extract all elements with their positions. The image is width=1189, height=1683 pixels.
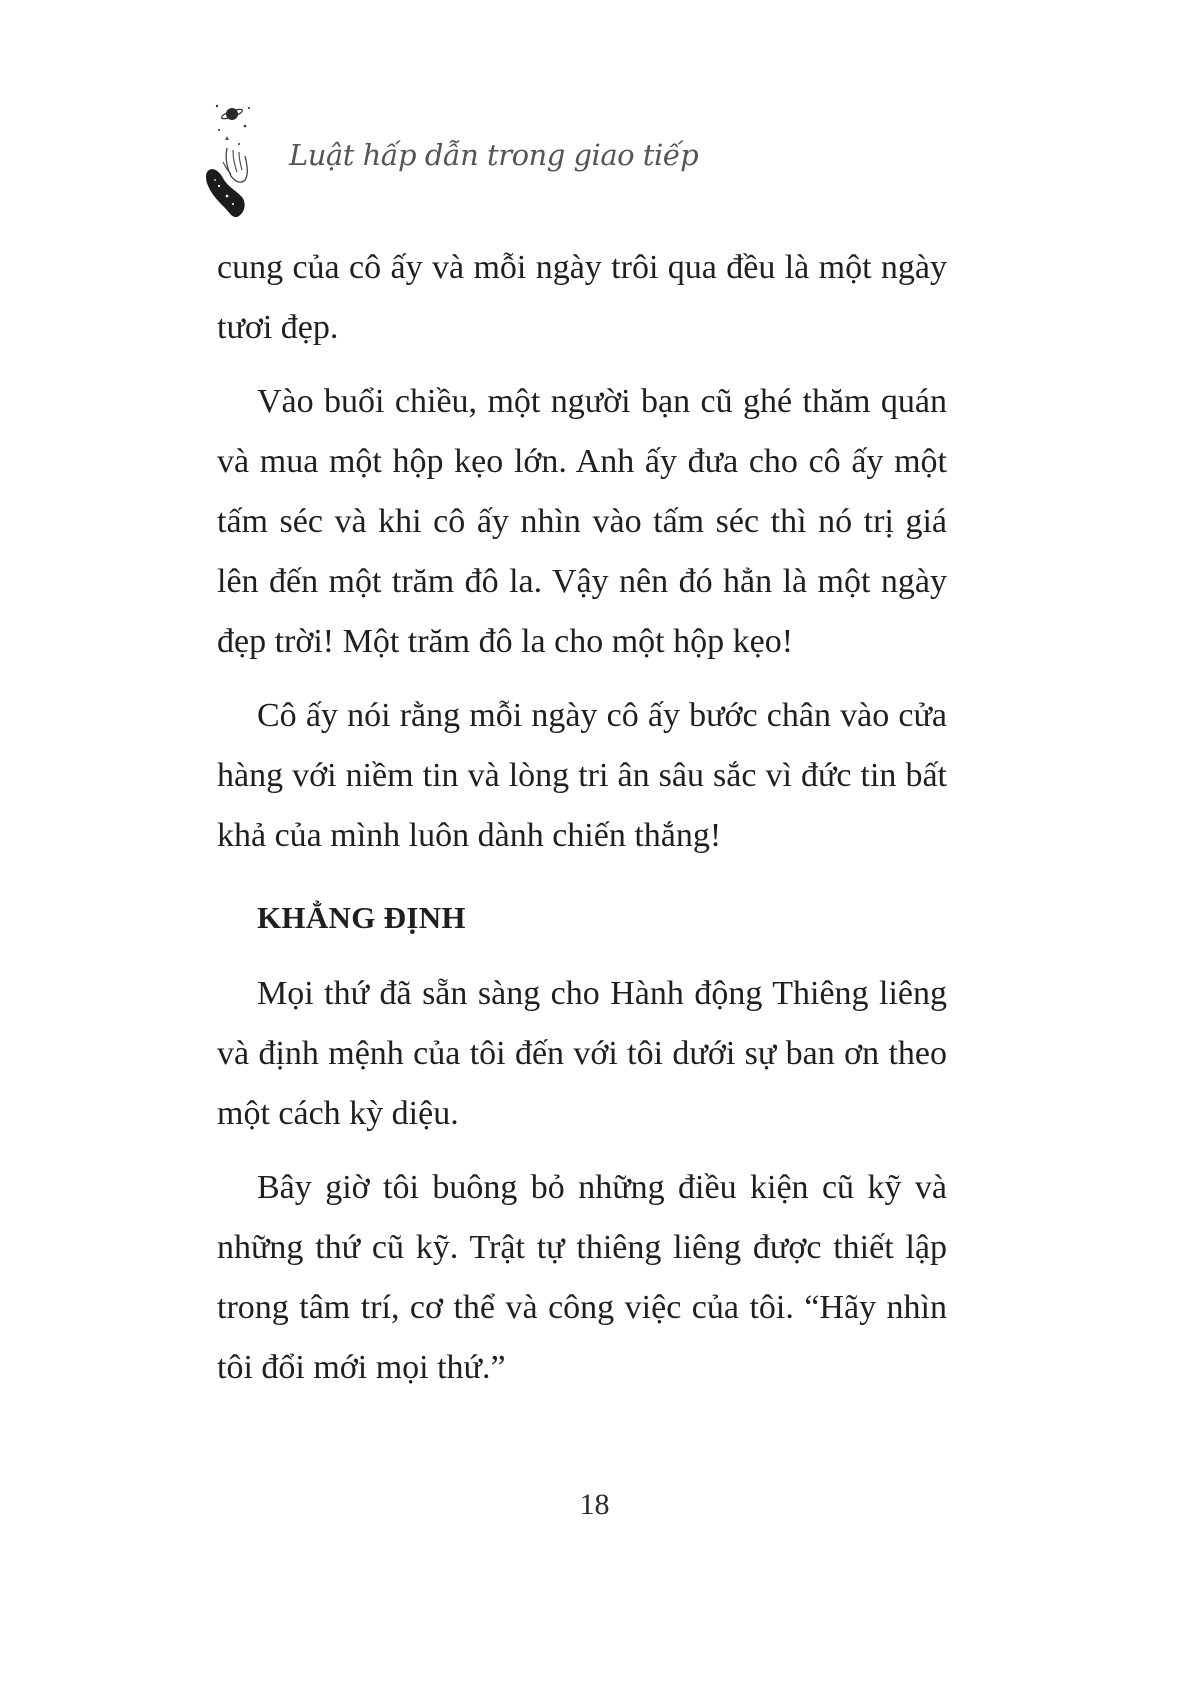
paragraph-faith: Cô ấy nói rằng mỗi ngày cô ấy bước chân vào cửa hàng với niềm tin và lòng tri ân sâu sắc vì đức tin bất khả của mình luôn dành chiến thắng! [217,697,947,854]
affirmation-paragraph-1: Mọi thứ đã sẵn sàng cho Hành động Thiêng liêng và định mệnh của tôi đến với tôi dưới sự ban ơn theo một cách kỳ diệu. [217,975,947,1132]
paragraph-afternoon-friend: Vào buổi chiều, một người bạn cũ ghé thăm quán và mua một hộp kẹo lớn. Anh ấy đưa cho cô ấy một tấm séc và khi cô ấy nhìn vào tấm séc thì nó trị giá lên đến một trăm đô la. Vậy nên đó hẳn là một ngày đẹp trời! Một trăm đô la cho một hộp kẹo! [217,383,947,660]
section-heading: KHẲNG ĐỊNH [257,900,466,935]
page-number: 18 [579,1488,610,1521]
body-text [217,238,947,1398]
paragraph-continuation: cung của cô ấy và mỗi ngày trôi qua đều là một ngày tươi đẹp. [217,249,947,346]
celestial-hand-ornament-icon [205,100,275,240]
affirmation-paragraph-2: Bây giờ tôi buông bỏ những điều kiện cũ kỹ và những thứ cũ kỹ. Trật tự thiêng liêng được thiết lập trong tâm trí, cơ thể và công việc của tôi. “Hãy nhìn tôi đổi mới mọi thứ.” [217,1169,947,1386]
running-title: Luật hấp dẫn trong giao tiếp [289,138,699,172]
page-header [205,100,725,240]
